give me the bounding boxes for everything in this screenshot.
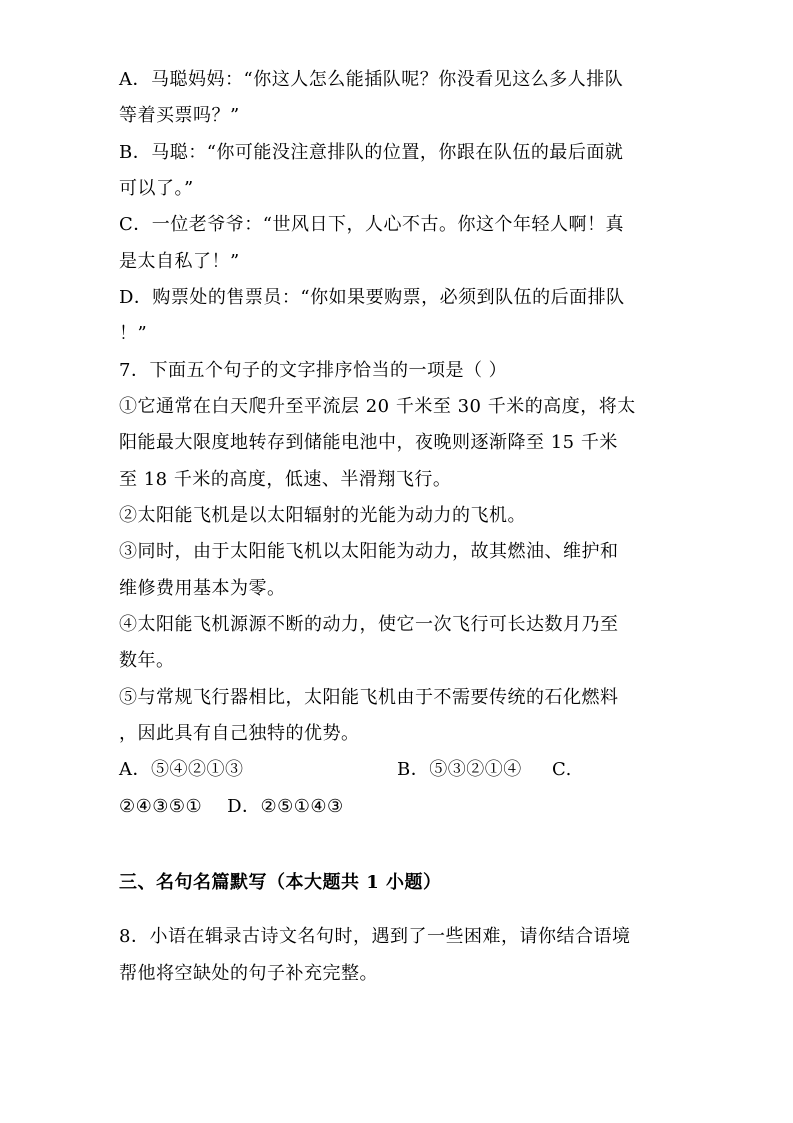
option-a-line-2: 等着买票吗？” [119, 105, 240, 126]
option-c-line-2: 是太自私了！” [119, 251, 240, 272]
option-d-line-1: D．购票处的售票员：“你如果要购票，必须到队伍的后面排队 [119, 287, 625, 308]
sentence-5-line-1: ⑤与常规飞行器相比，太阳能飞机由于不需要传统的石化燃料 [119, 687, 619, 708]
sentence-4-line-2: 数年。 [119, 650, 175, 671]
option-b-line-2: 可以了。” [119, 178, 194, 199]
question-8-line-2: 帮他将空缺处的句子补充完整。 [119, 963, 378, 984]
sentence-3-line-2: 维修费用基本为零。 [119, 578, 286, 599]
question-7-stem: 7．下面五个句子的文字排序恰当的一项是（ ） [119, 360, 508, 381]
option-c-line-1: C．一位老爷爷：“世风日下，人心不古。你这个年轻人啊！真 [119, 214, 624, 235]
question-8-line-1: 8．小语在辑录古诗文名句时，遇到了一些困难，请你结合语境 [119, 926, 631, 947]
option-d-line-2: ！” [119, 323, 148, 344]
section-heading: 三、名句名篇默写（本大题共 1 小题） [119, 872, 442, 893]
sentence-1-line-3: 至 18 千米的高度，低速、半滑翔飞行。 [119, 469, 452, 490]
option-b-line-1: B．马聪：“你可能没注意排队的位置，你跟在队伍的最后面就 [119, 142, 624, 163]
answer-options-row-2: ②④③⑤① D．②⑤①④③ [119, 796, 344, 817]
sentence-4-line-1: ④太阳能飞机源源不断的动力，使它一次飞行可长达数月乃至 [119, 614, 619, 635]
answer-option-a: A．⑤④②①③ [119, 759, 244, 780]
sentence-5-line-2: ，因此具有自己独特的优势。 [119, 723, 360, 744]
answer-options-row-1 [119, 758, 679, 782]
sentence-1-line-2: 阳能最大限度地转存到储能电池中，夜晚则逐渐降至 15 千米 [119, 432, 618, 453]
sentence-2: ②太阳能飞机是以太阳辐射的光能为动力的飞机。 [119, 505, 526, 526]
option-a-line-1: A．马聪妈妈：“你这人怎么能插队呢？你没看见这么多人排队 [119, 69, 624, 90]
answer-option-c-label: C. [552, 759, 572, 780]
answer-option-b: B．⑤③②①④ [397, 759, 522, 780]
sentence-1-line-1: ①它通常在白天爬升至平流层 20 千米至 30 千米的高度，将太 [119, 396, 636, 417]
sentence-3-line-1: ③同时，由于太阳能飞机以太阳能为动力，故其燃油、维护和 [119, 541, 619, 562]
